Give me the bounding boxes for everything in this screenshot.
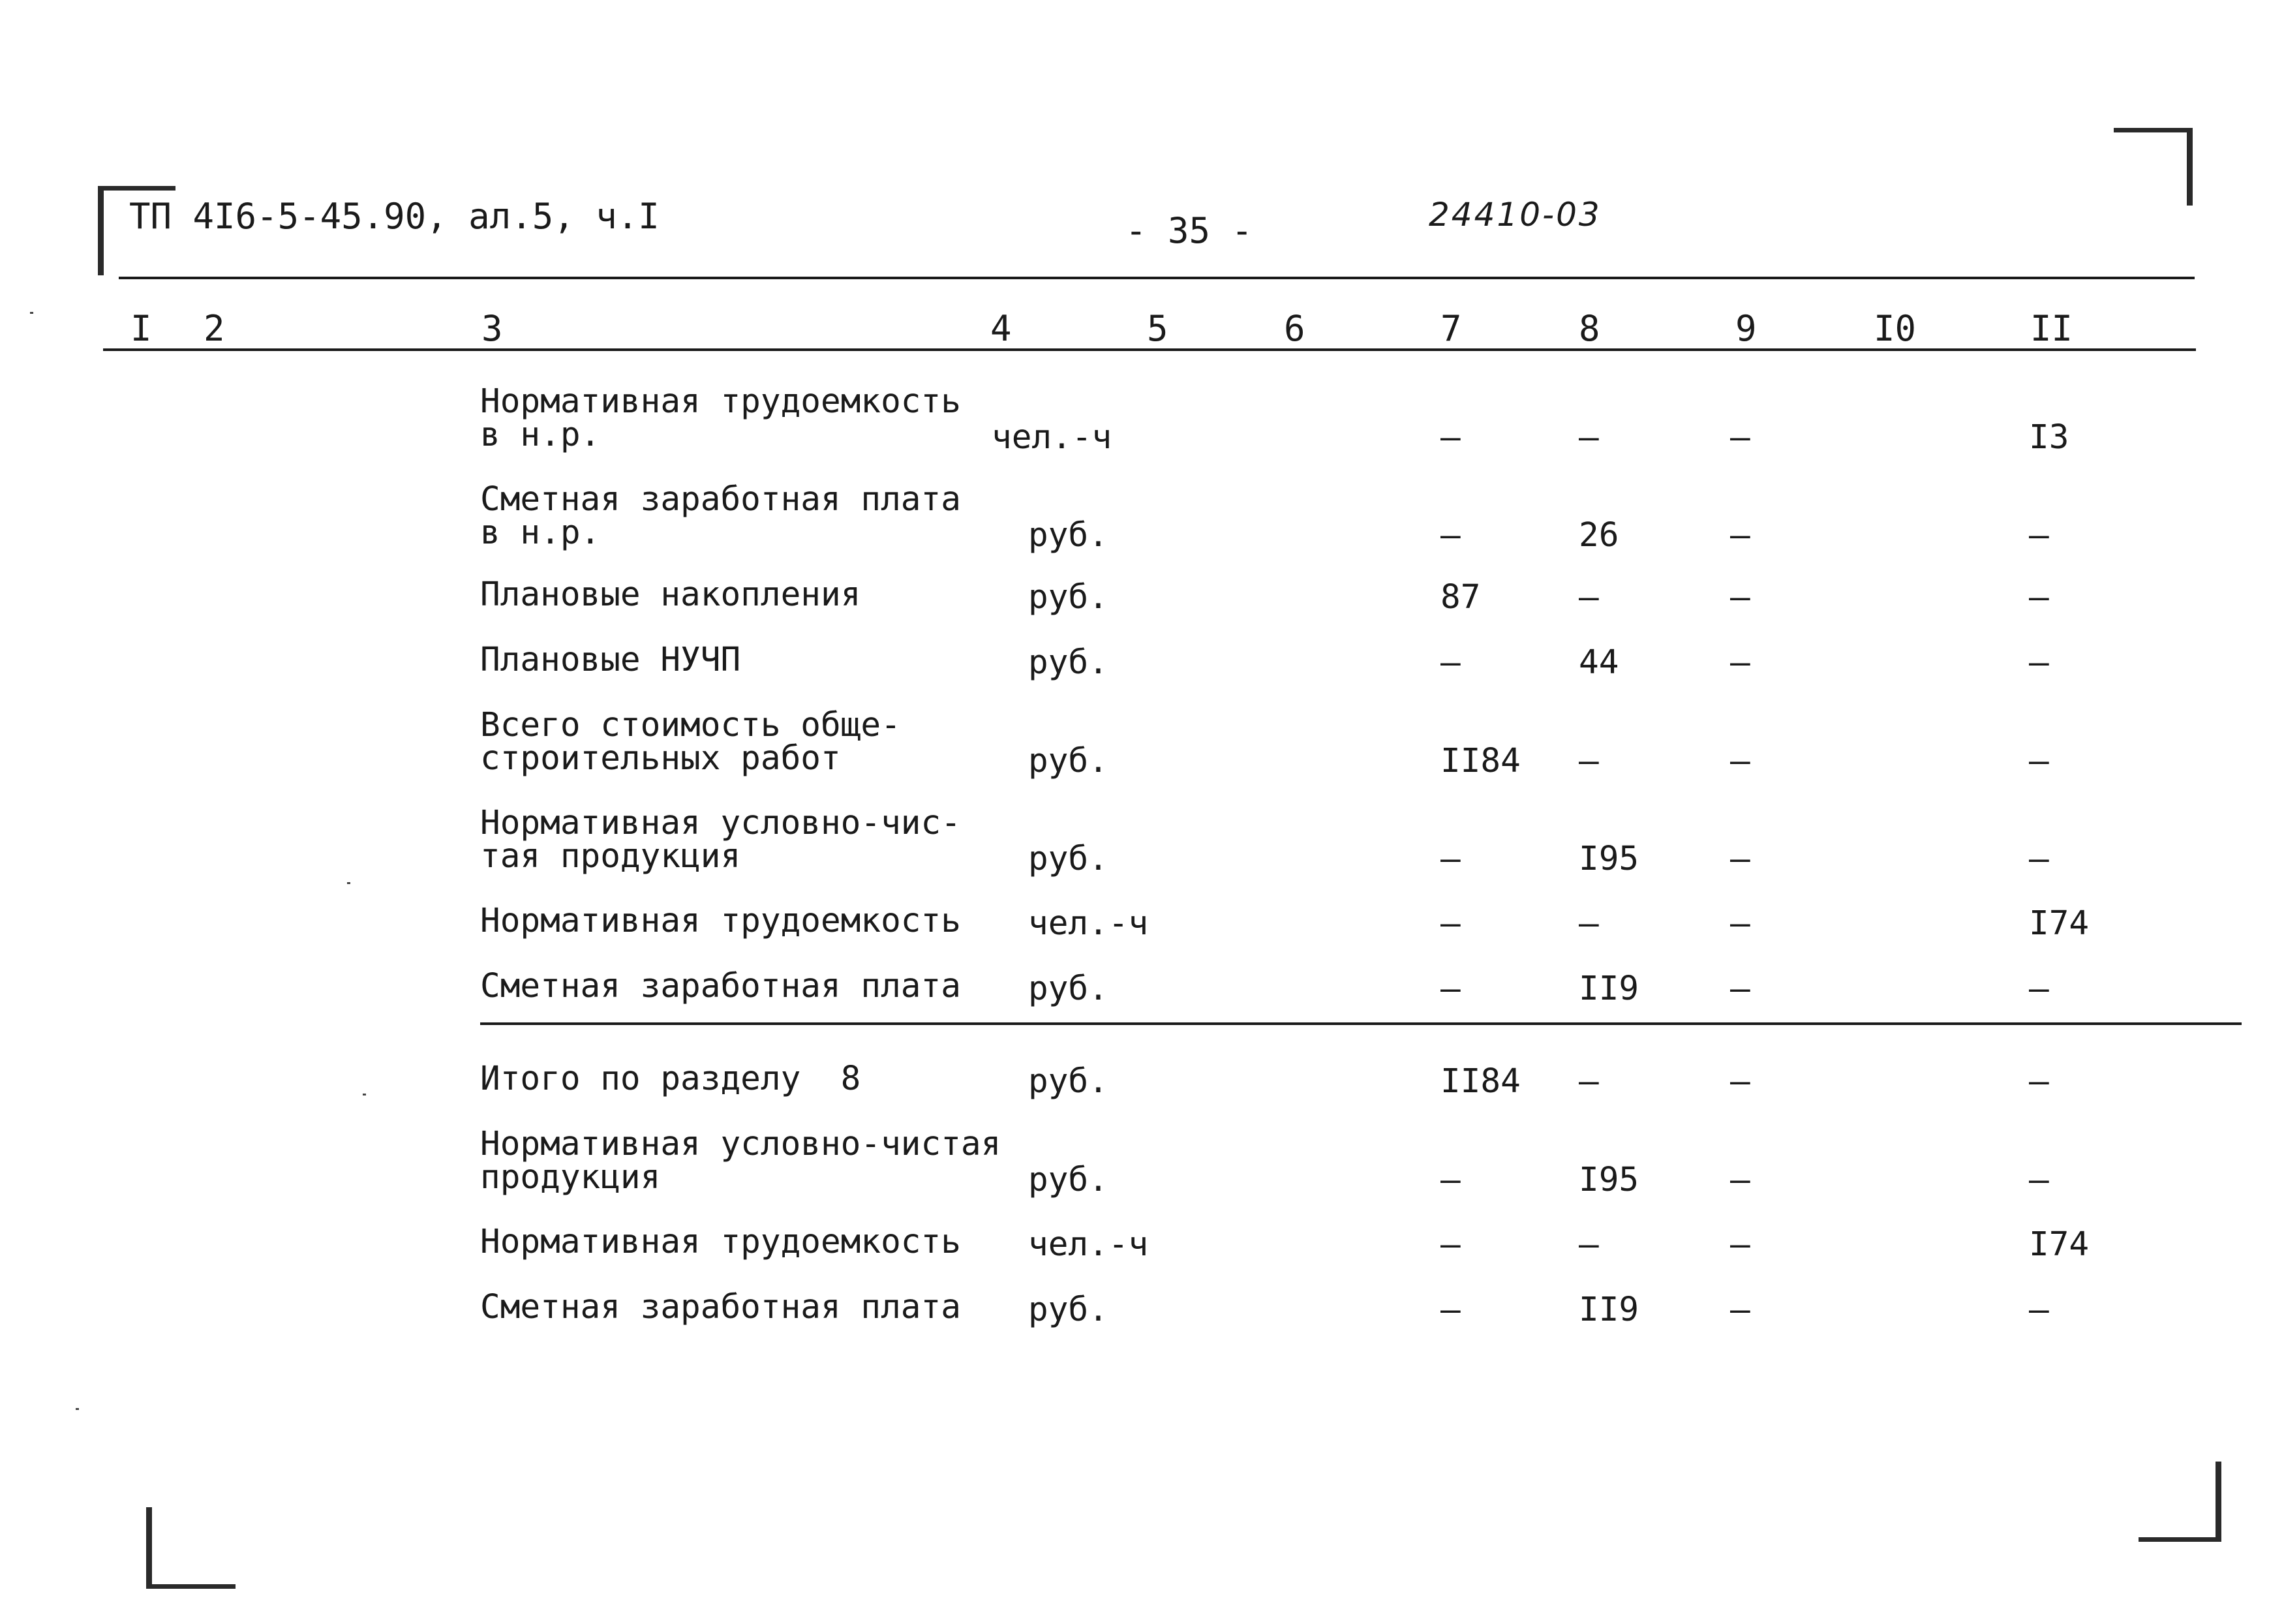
row-description: тая продукция: [480, 837, 741, 876]
row-unit: руб.: [1028, 516, 1108, 555]
row-description: Нормативная условно-чис-: [480, 804, 961, 842]
cell-c9: –: [1730, 643, 1750, 682]
row-unit: руб.: [1028, 840, 1108, 878]
cell-c8: –: [1579, 1062, 1599, 1101]
cell-c9: –: [1730, 970, 1750, 1008]
scan-speck: [347, 882, 350, 884]
row-description: продукция: [480, 1158, 661, 1197]
corner-mark-bottom-left: [146, 1507, 236, 1589]
cell-c9: –: [1730, 418, 1750, 457]
cell-c7: 87: [1440, 578, 1481, 617]
row-description: Всего стоимость обще-: [480, 706, 901, 744]
row-unit: руб.: [1028, 643, 1108, 682]
cell-c9: –: [1730, 1291, 1750, 1329]
cell-c11: I3: [2029, 418, 2069, 457]
row-unit: руб.: [1028, 742, 1108, 780]
row-unit: чел.-ч: [1028, 1225, 1149, 1264]
column-number-7: 7: [1440, 308, 1462, 349]
cell-c11: –: [2029, 578, 2049, 617]
row-description: Нормативная трудоемкость: [480, 1223, 961, 1261]
cell-c11: –: [2029, 643, 2049, 682]
row-description: Нормативная условно-чистая: [480, 1125, 1001, 1163]
cell-c7: –: [1440, 1161, 1461, 1199]
document-code: ТП 4I6-5-45.90, ал.5, ч.I: [129, 196, 660, 237]
row-unit: руб.: [1028, 1291, 1108, 1329]
scan-speck: [363, 1094, 366, 1095]
cell-c11: –: [2029, 1291, 2049, 1329]
cell-c11: –: [2029, 970, 2049, 1008]
cell-c7: –: [1440, 643, 1461, 682]
cell-c9: –: [1730, 578, 1750, 617]
corner-mark-top-right: [2114, 128, 2193, 206]
section-total-rule: [480, 1022, 2242, 1025]
cell-c9: –: [1730, 840, 1750, 878]
cell-c7: –: [1440, 1225, 1461, 1264]
cell-c8: I95: [1579, 840, 1639, 878]
row-description: Сметная заработная плата: [480, 1288, 961, 1326]
cell-c11: I74: [2029, 1225, 2090, 1264]
cell-c8: –: [1579, 742, 1599, 780]
cell-c7: –: [1440, 970, 1461, 1008]
column-number-11: II: [2030, 308, 2073, 349]
cell-c11: I74: [2029, 904, 2090, 943]
row-unit: руб.: [1028, 1161, 1108, 1199]
column-number-9: 9: [1735, 308, 1757, 349]
row-unit: чел.-ч: [1028, 904, 1149, 943]
cell-c7: II84: [1440, 1062, 1521, 1101]
cell-c7: II84: [1440, 742, 1521, 780]
cell-c11: –: [2029, 516, 2049, 555]
document-stamp-number: 24410-03: [1429, 196, 1602, 234]
column-number-5: 5: [1147, 308, 1168, 349]
column-number-3: 3: [481, 308, 503, 349]
cell-c11: –: [2029, 1161, 2049, 1199]
row-description: Нормативная трудоемкость: [480, 382, 961, 421]
cell-c7: –: [1440, 904, 1461, 943]
scan-speck: [76, 1408, 79, 1410]
row-unit: чел.-ч: [992, 418, 1112, 457]
cell-c8: –: [1579, 578, 1599, 617]
cell-c9: –: [1730, 1062, 1750, 1101]
column-number-4: 4: [990, 308, 1012, 349]
column-number-1: I: [130, 308, 152, 349]
row-description: строительных работ: [480, 739, 841, 778]
cell-c8: 26: [1579, 516, 1619, 555]
corner-mark-bottom-right: [2139, 1462, 2221, 1542]
page-number: - 35 -: [1125, 210, 1253, 251]
cell-c11: –: [2029, 840, 2049, 878]
cell-c8: II9: [1579, 970, 1639, 1008]
cell-c11: –: [2029, 1062, 2049, 1101]
row-description: Нормативная трудоемкость: [480, 902, 961, 940]
row-description: в н.р.: [480, 513, 601, 552]
row-unit: руб.: [1028, 578, 1108, 617]
row-description: в н.р.: [480, 416, 601, 454]
row-description: Сметная заработная плата: [480, 967, 961, 1005]
row-description: Плановые накопления: [480, 575, 861, 614]
row-unit: руб.: [1028, 1062, 1108, 1101]
cell-c7: –: [1440, 1291, 1461, 1329]
cell-c8: II9: [1579, 1291, 1639, 1329]
cell-c9: –: [1730, 742, 1750, 780]
cell-c7: –: [1440, 418, 1461, 457]
cell-c11: –: [2029, 742, 2049, 780]
cell-c8: I95: [1579, 1161, 1639, 1199]
row-description: Плановые НУЧП: [480, 641, 741, 679]
header-top-rule: [119, 277, 2195, 279]
cell-c8: 44: [1579, 643, 1619, 682]
cell-c9: –: [1730, 1161, 1750, 1199]
cell-c9: –: [1730, 904, 1750, 943]
cell-c8: –: [1579, 418, 1599, 457]
cell-c7: –: [1440, 840, 1461, 878]
cell-c8: –: [1579, 1225, 1599, 1264]
cell-c9: –: [1730, 1225, 1750, 1264]
column-number-10: I0: [1874, 308, 1917, 349]
cell-c8: –: [1579, 904, 1599, 943]
cell-c7: –: [1440, 516, 1461, 555]
scan-speck: [30, 312, 33, 314]
cell-c9: –: [1730, 516, 1750, 555]
column-number-6: 6: [1284, 308, 1305, 349]
row-description: Итого по разделу 8: [480, 1060, 861, 1098]
row-unit: руб.: [1028, 970, 1108, 1008]
row-description: Сметная заработная плата: [480, 480, 961, 519]
column-number-2: 2: [204, 308, 225, 349]
column-number-8: 8: [1579, 308, 1600, 349]
